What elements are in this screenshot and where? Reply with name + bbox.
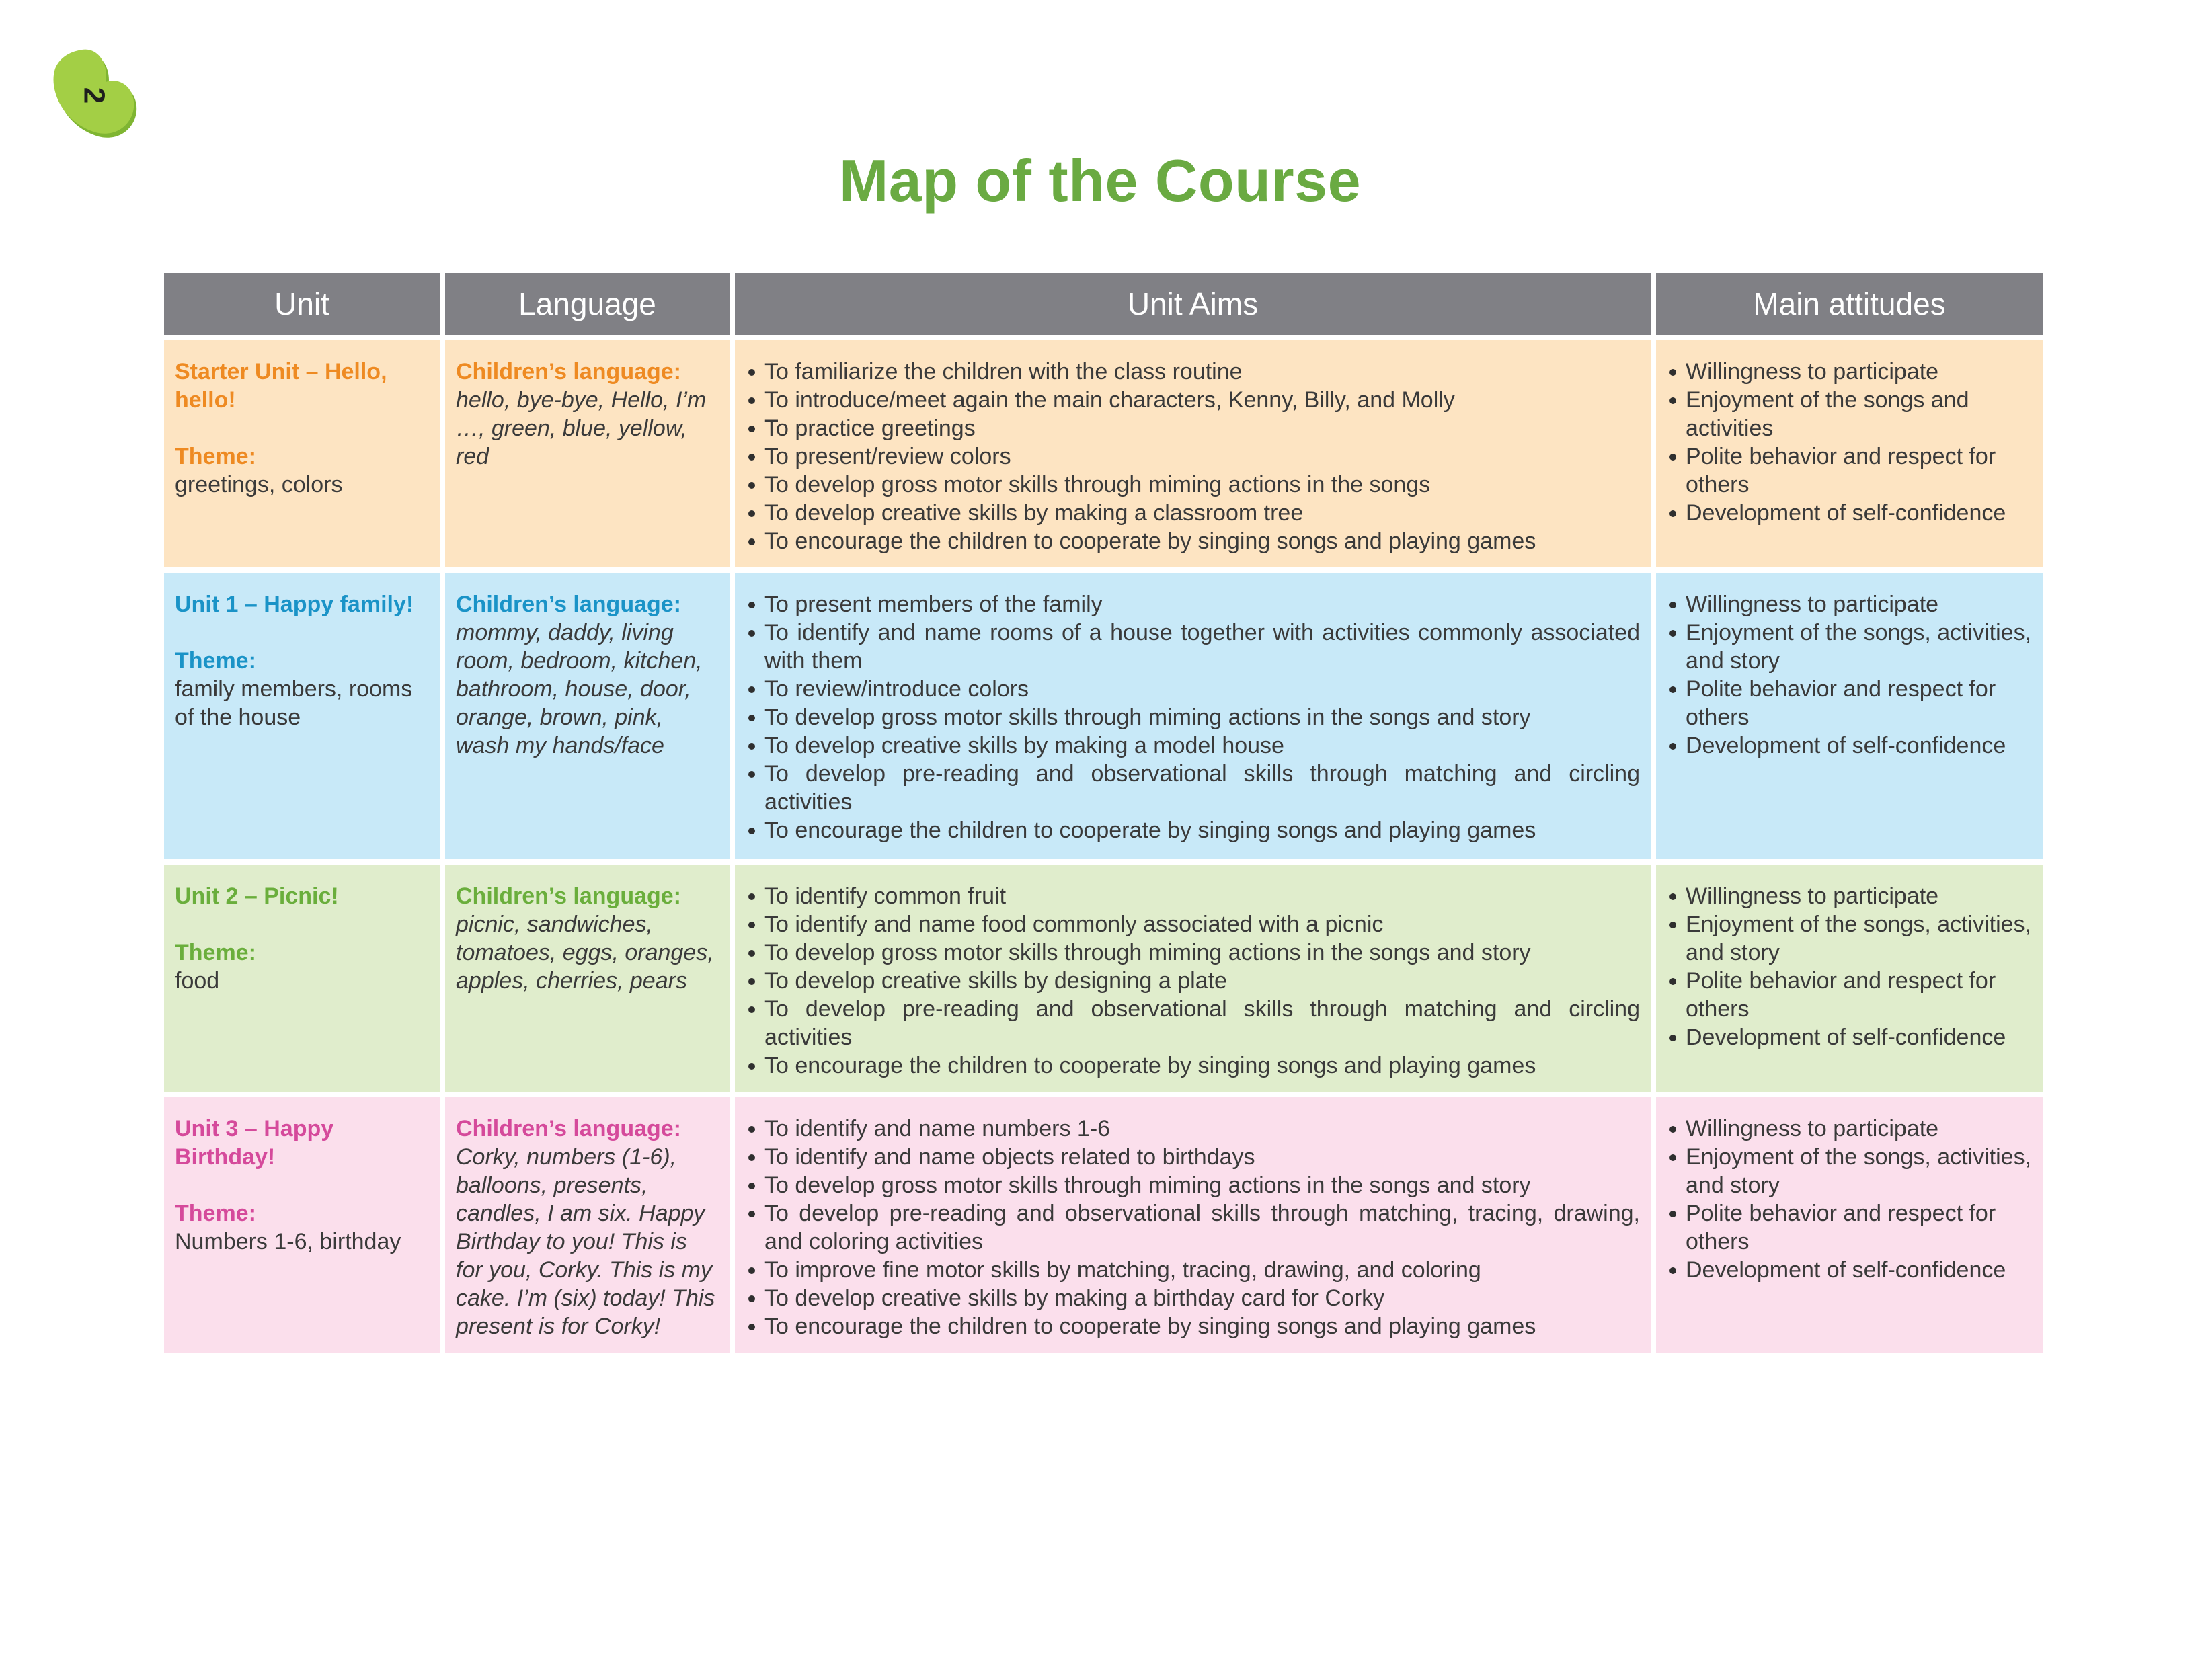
list-item: To develop creative skills by designing a plate (746, 967, 1640, 995)
unit-name: Unit 1 – Happy family! (175, 592, 414, 617)
language-label: Children’s language: (456, 1116, 682, 1142)
unit-aims-cell (735, 573, 1651, 859)
language-label: Children’s language: (456, 883, 682, 909)
list-item: Enjoyment of the songs, activities, and story (1667, 910, 2032, 967)
unit-cell (164, 340, 440, 567)
attitudes-list (1667, 590, 2032, 760)
list-item: Willingness to participate (1667, 882, 2032, 910)
theme-label: Theme: (175, 940, 256, 965)
list-item: To introduce/meet again the main characters, Kenny, Billy, and Molly (746, 386, 1640, 414)
unit-aims-cell (735, 340, 1651, 567)
unit-aims-cell (735, 865, 1651, 1092)
language-cell (445, 1097, 730, 1353)
list-item: Willingness to participate (1667, 1115, 2032, 1143)
list-item: Development of self-confidence (1667, 731, 2032, 760)
language-label: Children’s language: (456, 359, 682, 385)
main-attitudes-cell (1656, 1097, 2043, 1353)
list-item: To develop creative skills by making a birthday card for Corky (746, 1284, 1640, 1312)
list-item: To practice greetings (746, 414, 1640, 442)
main-attitudes-cell (1656, 573, 2043, 859)
main-attitudes-cell (1656, 865, 2043, 1092)
list-item: To identify and name food commonly associated with a picnic (746, 910, 1640, 938)
list-item: To improve fine motor skills by matching, tracing, drawing, and coloring (746, 1256, 1640, 1284)
list-item: To review/introduce colors (746, 675, 1640, 703)
list-item: To develop gross motor skills through miming actions in the songs and story (746, 938, 1640, 967)
list-item: To develop pre-reading and observational skills through matching and circling activities (746, 995, 1640, 1051)
list-item: Development of self-confidence (1667, 1256, 2032, 1284)
theme-text: Numbers 1-6, birthday (175, 1229, 401, 1254)
list-item: To identify common fruit (746, 882, 1640, 910)
table-row-starter-unit (164, 340, 2043, 567)
list-item: To develop creative skills by making a model house (746, 731, 1640, 760)
unit-name: Starter Unit – Hello, hello! (175, 359, 387, 413)
list-item: To encourage the children to cooperate by singing songs and playing games (746, 1051, 1640, 1080)
theme-text: family members, rooms of the house (175, 676, 413, 730)
list-item: Polite behavior and respect for others (1667, 675, 2032, 731)
header-unit: Unit (164, 273, 440, 335)
unit-aims-cell (735, 1097, 1651, 1353)
list-item: Enjoyment of the songs, activities, and story (1667, 1143, 2032, 1199)
aims-list (746, 590, 1640, 844)
theme-label: Theme: (175, 444, 256, 469)
aims-list (746, 882, 1640, 1080)
unit-name: Unit 2 – Picnic! (175, 883, 339, 909)
language-text: picnic, sandwiches, tomatoes, eggs, oranges, apples, cherries, pears (456, 912, 714, 994)
language-label: Children’s language: (456, 592, 682, 617)
list-item: To develop creative skills by making a classroom tree (746, 499, 1640, 527)
list-item: To encourage the children to cooperate by singing songs and playing games (746, 527, 1640, 555)
theme-label: Theme: (175, 1201, 256, 1226)
unit-cell (164, 865, 440, 1092)
list-item: To develop pre-reading and observational skills through matching, tracing, drawing, and coloring activities (746, 1199, 1640, 1256)
list-item: To familiarize the children with the class routine (746, 358, 1640, 386)
list-item: To develop gross motor skills through miming actions in the songs and story (746, 703, 1640, 731)
list-item: Polite behavior and respect for others (1667, 967, 2032, 1023)
course-map-table (159, 268, 2048, 1358)
list-item: To identify and name objects related to birthdays (746, 1143, 1640, 1171)
table-header-row (164, 273, 2043, 335)
list-item: To present/review colors (746, 442, 1640, 471)
page-number: 2 (77, 87, 111, 104)
list-item: Enjoyment of the songs, activities, and story (1667, 618, 2032, 675)
attitudes-list (1667, 1115, 2032, 1284)
list-item: Willingness to participate (1667, 590, 2032, 618)
header-language: Language (445, 273, 730, 335)
list-item: To encourage the children to cooperate by singing songs and playing games (746, 816, 1640, 844)
theme-text: greetings, colors (175, 472, 343, 497)
header-main-attitudes: Main attitudes (1656, 273, 2043, 335)
theme-text: food (175, 968, 220, 994)
list-item: Polite behavior and respect for others (1667, 442, 2032, 499)
list-item: To identify and name rooms of a house together with activities commonly associated with them (746, 618, 1640, 675)
list-item: Development of self-confidence (1667, 1023, 2032, 1051)
language-text: hello, bye-bye, Hello, I’m …, green, blue, yellow, red (456, 387, 707, 469)
language-cell (445, 573, 730, 859)
attitudes-list (1667, 882, 2032, 1051)
unit-name: Unit 3 – Happy Birthday! (175, 1116, 334, 1170)
page-number-badge (42, 42, 143, 143)
table-row-unit-3 (164, 1097, 2043, 1353)
aims-list (746, 1115, 1640, 1341)
language-text: mommy, daddy, living room, bedroom, kitchen, bathroom, house, door, orange, brown, pink, wash my hands/face (456, 620, 703, 758)
unit-cell (164, 1097, 440, 1353)
page-title: Map of the Course (838, 147, 1362, 214)
list-item: Polite behavior and respect for others (1667, 1199, 2032, 1256)
language-text: Corky, numbers (1-6), balloons, presents, candles, I am six. Happy Birthday to you! This is for you, Corky. This is my cake. I’m (six) today! This present is for Corky! (456, 1144, 715, 1339)
list-item: To encourage the children to cooperate by singing songs and playing games (746, 1312, 1640, 1341)
list-item: Enjoyment of the songs and activities (1667, 386, 2032, 442)
list-item: To develop gross motor skills through miming actions in the songs and story (746, 1171, 1640, 1199)
main-attitudes-cell (1656, 340, 2043, 567)
table-row-unit-2 (164, 865, 2043, 1092)
list-item: To identify and name numbers 1-6 (746, 1115, 1640, 1143)
attitudes-list (1667, 358, 2032, 527)
language-cell (445, 340, 730, 567)
list-item: Willingness to participate (1667, 358, 2032, 386)
table-row-unit-1 (164, 573, 2043, 859)
list-item: To develop gross motor skills through miming actions in the songs (746, 471, 1640, 499)
leaf-heart-icon (42, 42, 143, 143)
list-item: Development of self-confidence (1667, 499, 2032, 527)
aims-list (746, 358, 1640, 555)
header-unit-aims: Unit Aims (735, 273, 1651, 335)
theme-label: Theme: (175, 648, 256, 674)
list-item: To present members of the family (746, 590, 1640, 618)
unit-cell (164, 573, 440, 859)
list-item: To develop pre-reading and observational skills through matching and circling activities (746, 760, 1640, 816)
language-cell (445, 865, 730, 1092)
